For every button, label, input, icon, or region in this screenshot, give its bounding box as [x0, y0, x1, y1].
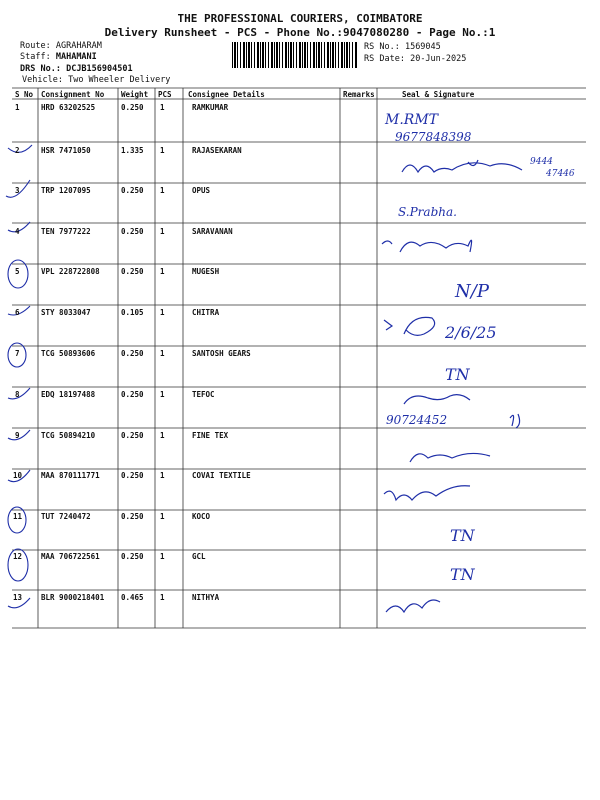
consignee-cell: SARAVANAN	[192, 227, 233, 236]
weight-cell: 0.105	[121, 308, 144, 317]
sno-cell: 3	[15, 186, 20, 195]
sno-cell: 5	[15, 267, 20, 276]
pcs-cell: 1	[160, 267, 165, 276]
runsheet-subtitle: Delivery Runsheet - PCS - Phone No.:9047080280 - Page No.:1	[104, 26, 496, 39]
signature-row5-note: N/P	[455, 281, 489, 302]
signature-row11-mark: TN	[450, 526, 475, 545]
staff-value: MAHAMANI	[55, 52, 97, 62]
vehicle-value: Two Wheeler Delivery	[68, 75, 171, 85]
route-value: AGRAHARAM	[55, 41, 102, 51]
consignment-cell: MAA 870111771	[41, 471, 100, 480]
pcs-cell: 1	[160, 227, 165, 236]
pcs-cell: 1	[160, 471, 165, 480]
consignee-cell: SANTOSH GEARS	[192, 349, 251, 358]
consignment-cell: HSR 7471050	[41, 146, 91, 155]
pcs-cell: 1	[160, 186, 165, 195]
vehicle-label: Vehicle:	[22, 75, 63, 85]
consignment-cell: MAA 706722561	[41, 552, 100, 561]
sno-cell: 1	[15, 103, 20, 112]
consignment-cell: TUT 7240472	[41, 512, 91, 521]
weight-cell: 1.335	[121, 146, 144, 155]
col-pcs: PCS	[158, 90, 172, 99]
consignment-cell: TCG 50894210	[41, 431, 96, 440]
weight-cell: 0.250	[121, 431, 144, 440]
signature-row8-phone: 90724452	[386, 413, 448, 427]
pcs-cell: 1	[160, 308, 165, 317]
staff-label: Staff:	[20, 52, 51, 62]
sno-cell: 10	[13, 471, 23, 480]
consignee-cell: MUGESH	[192, 267, 220, 276]
sno-cell: 6	[15, 308, 20, 317]
signature-row1-phone: 9677848398	[395, 130, 472, 144]
handwritten-text	[384, 112, 575, 584]
weight-cell: 0.250	[121, 186, 144, 195]
consignment-cell: EDQ 18197488	[41, 390, 96, 399]
consignee-cell: KOCO	[192, 512, 211, 521]
weight-cell: 0.250	[121, 349, 144, 358]
consignment-cell: BLR 9000218401	[41, 593, 105, 602]
consignment-cell: TRP 1207095	[41, 186, 91, 195]
consignee-cell: COVAI TEXTILE	[192, 471, 251, 480]
sno-cell: 9	[15, 431, 20, 440]
drs-label: DRS No.:	[20, 64, 61, 74]
consignment-cell: TCG 50893606	[41, 349, 96, 358]
col-consignment: Consignment No	[41, 90, 105, 99]
consignment-cell: HRD 63202525	[41, 103, 96, 112]
col-consignee: Consignee Details	[188, 90, 265, 99]
weight-cell: 0.250	[121, 227, 144, 236]
consignee-cell: NITHYA	[192, 593, 220, 602]
rs-date-value: 20-Jun-2025	[410, 54, 467, 64]
consignee-cell: CHITRA	[192, 308, 220, 317]
weight-cell: 0.465	[121, 593, 144, 602]
pcs-cell: 1	[160, 103, 165, 112]
col-seal-signature: Seal & Signature	[402, 90, 475, 99]
sno-cell: 11	[13, 512, 23, 521]
weight-cell: 0.250	[121, 267, 144, 276]
weight-cell: 0.250	[121, 512, 144, 521]
sno-cell: 12	[13, 552, 23, 561]
pcs-cell: 1	[160, 390, 165, 399]
pcs-cell: 1	[160, 146, 165, 155]
pcs-cell: 1	[160, 349, 165, 358]
pcs-cell: 1	[160, 593, 165, 602]
consignment-cell: TEN 7977222	[41, 227, 91, 236]
consignee-cell: FINE TEX	[192, 431, 229, 440]
col-weight: Weight	[121, 90, 149, 99]
rs-date-label: RS Date:	[364, 54, 405, 64]
signature-row1-name: M.RMT	[385, 112, 438, 128]
pcs-cell: 1	[160, 512, 165, 521]
rs-no-label: RS No.:	[364, 42, 400, 52]
sno-cell: 4	[15, 227, 20, 236]
consignee-cell: RAJASEKARAN	[192, 146, 242, 155]
signature-row3-name: S.Prabha.	[398, 205, 457, 219]
sno-cell: 7	[15, 349, 20, 358]
rs-no-value: 1569045	[404, 42, 441, 52]
signature-row7-mark: TN	[445, 365, 470, 384]
pcs-cell: 1	[160, 552, 165, 561]
weight-cell: 0.250	[121, 552, 144, 561]
consignee-cell: GCL	[192, 552, 206, 561]
route-label: Route:	[20, 41, 51, 51]
consignee-cell: OPUS	[192, 186, 211, 195]
consignment-cell: VPL 228722808	[41, 267, 100, 276]
weight-cell: 0.250	[121, 471, 144, 480]
col-remarks: Remarks	[343, 90, 375, 99]
drs-value: DCJB156904501	[66, 64, 133, 74]
consignment-cell: STY 8033047	[41, 308, 91, 317]
consignee-cell: TEFOC	[192, 390, 215, 399]
signature-row12-mark: TN	[450, 565, 475, 584]
weight-cell: 0.250	[121, 390, 144, 399]
weight-cell: 0.250	[121, 103, 144, 112]
sno-cell: 13	[13, 593, 23, 602]
pcs-cell: 1	[160, 431, 165, 440]
signature-row6-date: 2/6/25	[445, 323, 497, 342]
signature-row2-phone-b: 47446	[546, 169, 575, 179]
col-sno: S No	[15, 90, 34, 99]
signature-row2-phone-a: 9444	[530, 157, 553, 167]
sno-cell: 8	[15, 390, 20, 399]
consignee-cell: RAMKUMAR	[192, 103, 229, 112]
sno-cell: 2	[15, 146, 20, 155]
company-title: THE PROFESSIONAL COURIERS, COIMBATORE	[177, 12, 423, 25]
